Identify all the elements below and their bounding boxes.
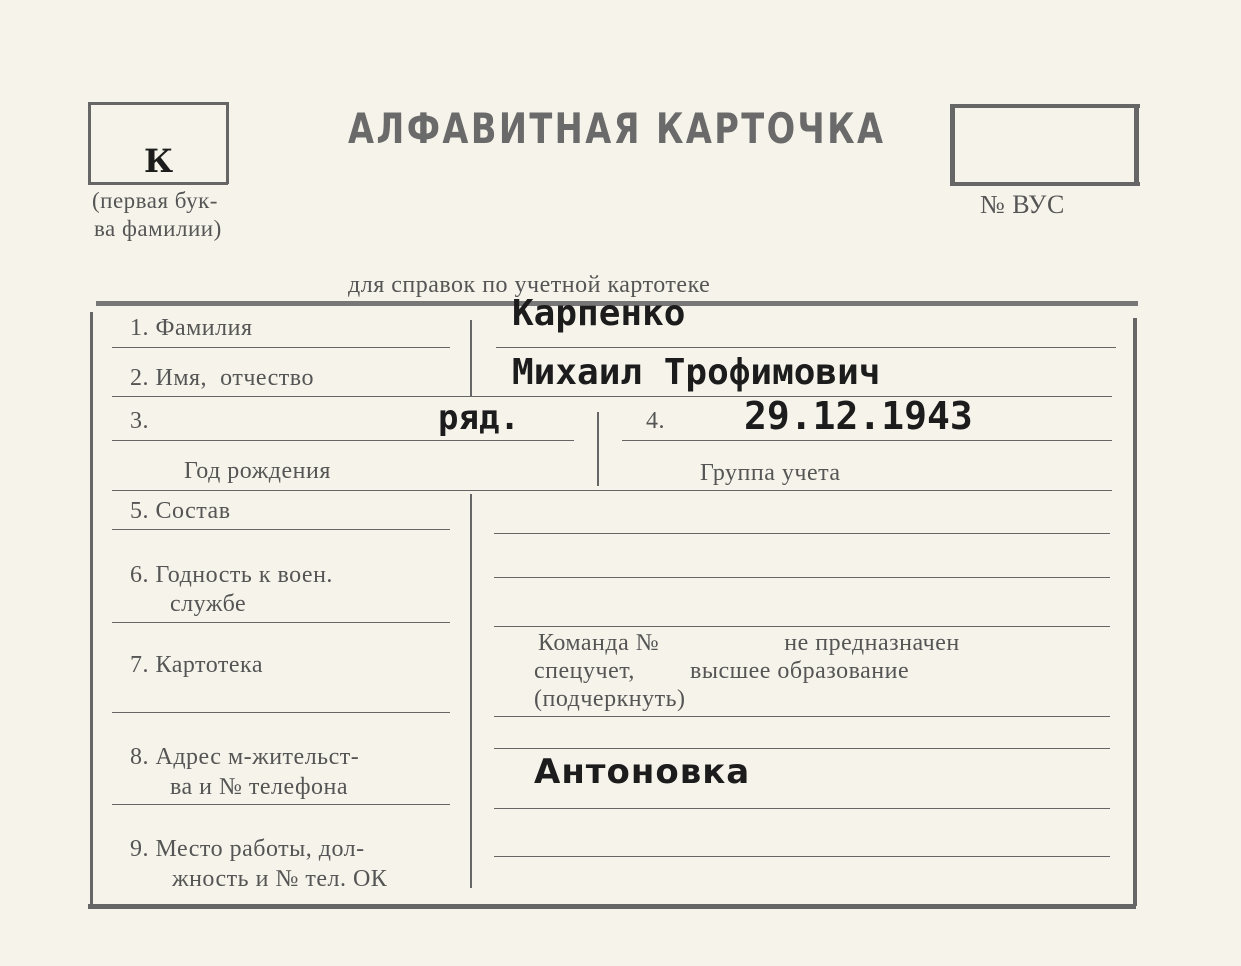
letter-box — [88, 102, 228, 184]
field-8-value: Антоновка — [534, 752, 751, 792]
card-title: АЛФАВИТНАЯ КАРТОЧКА — [348, 104, 886, 153]
field-8-label-1: 8. Адрес м-жительст- — [130, 744, 360, 770]
command-line-2: спецучет, высшее образование — [534, 658, 910, 684]
letter-box-caption-1: (первая бук- — [92, 188, 218, 213]
field-9-label-2: жность и № тел. ОК — [172, 866, 388, 892]
field-4-value: 29.12.1943 — [744, 394, 973, 438]
frame-right — [1133, 318, 1137, 906]
field-2-value: Михаил Трофимович — [512, 352, 881, 393]
field-6-label-2: службе — [170, 591, 247, 617]
field-5-label: 5. Состав — [130, 498, 231, 524]
divider-label-value-top — [470, 320, 472, 396]
card-subtitle: для справок по учетной картотеке — [348, 272, 711, 298]
vus-box — [950, 104, 1140, 186]
divider-label-value-bottom — [470, 494, 472, 888]
field-3-label: 3. — [130, 408, 149, 434]
frame-left — [90, 312, 93, 906]
field-2-label: 2. Имя, отчество — [130, 365, 314, 391]
letter-box-value: К — [144, 142, 174, 180]
field-3-caption: Год рождения — [184, 458, 331, 484]
field-4-caption: Группа учета — [700, 460, 841, 486]
field-4-label: 4. — [646, 408, 665, 434]
vus-label: № ВУС — [980, 190, 1065, 219]
frame-bottom — [88, 904, 1136, 909]
field-8-label-2: ва и № телефона — [170, 774, 349, 800]
field-7-label: 7. Картотека — [130, 652, 263, 678]
field-1-label: 1. Фамилия — [130, 315, 253, 341]
command-line-1: Команда № не предназначен — [538, 630, 960, 656]
divider-year-group — [597, 412, 599, 486]
field-6-label-1: 6. Годность к воен. — [130, 562, 333, 588]
letter-box-caption-2: ва фамилии) — [94, 216, 222, 241]
field-3-value: ряд. — [438, 398, 520, 438]
field-1-value: Карпенко — [512, 293, 686, 334]
command-line-3: (подчеркнуть) — [534, 686, 686, 712]
field-9-label-1: 9. Место работы, дол- — [130, 836, 365, 862]
